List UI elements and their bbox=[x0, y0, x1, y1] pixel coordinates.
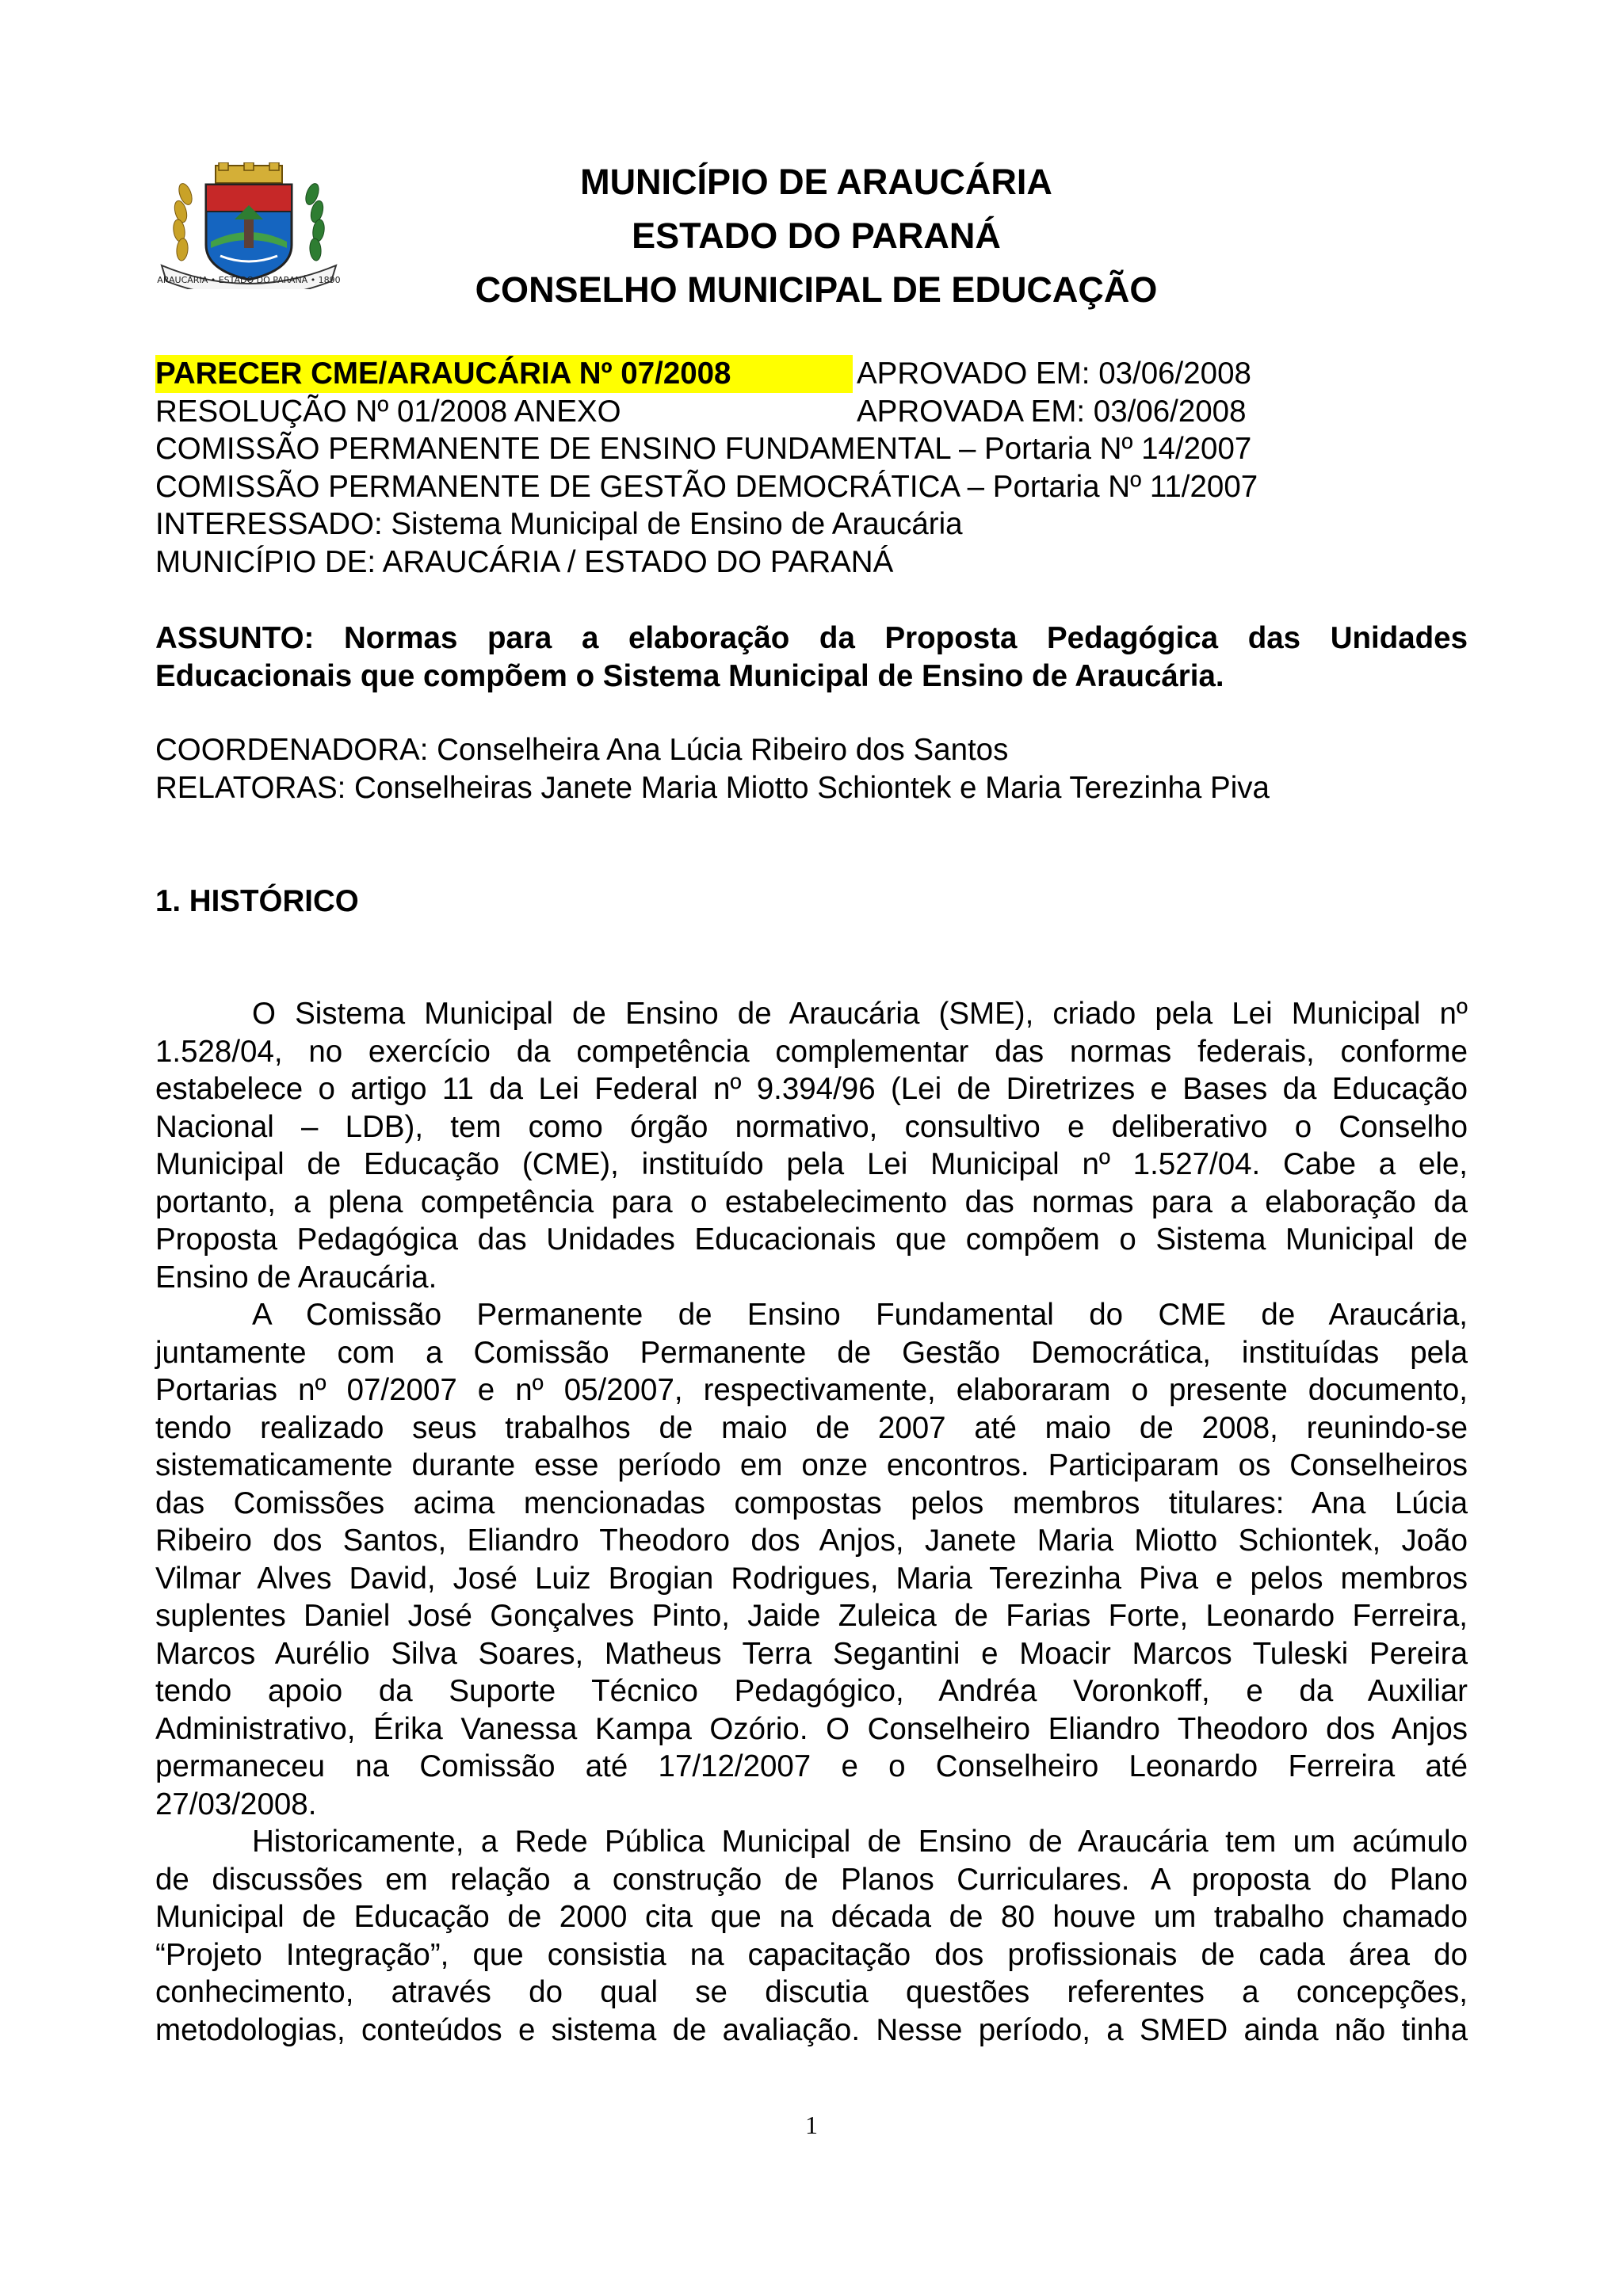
resolucao-number: RESOLUÇÃO Nº 01/2008 ANEXO bbox=[155, 394, 621, 429]
subject-block bbox=[155, 620, 1468, 695]
body-line: das Comissões acima mencionadas compostas pelos membros titulares: Ana Lúcia bbox=[155, 1486, 1468, 1520]
body-line: 1.528/04, no exercício da competência complementar das normas federais, conforme bbox=[155, 1034, 1468, 1069]
aprovada-date: APROVADA EM: 03/06/2008 bbox=[857, 394, 1247, 429]
body-line: metodologias, conteúdos e sistema de avaliação. Nesse período, a SMED ainda não tinha bbox=[155, 2012, 1468, 2047]
body-line: Ribeiro dos Santos, Eliandro Theodoro dos Anjos, Janete Maria Miotto Schiontek, João bbox=[155, 1524, 1468, 1558]
aprovado-date: APROVADO EM: 03/06/2008 bbox=[857, 357, 1251, 391]
resolucao-row bbox=[155, 393, 1471, 431]
body-line: suplentes Daniel José Gonçalves Pinto, Jaide Zuleica de Farias Forte, Leonardo Ferreira, bbox=[155, 1599, 1468, 1633]
body-line: 27/03/2008. bbox=[155, 1787, 317, 1821]
svg-text:ARAUCÁRIA • ESTADO DO PARANÁ •: ARAUCÁRIA • ESTADO DO PARANÁ • 1890 bbox=[157, 275, 341, 285]
body-line: “Projeto Integração”, que consistia na capacitação dos profissionais de cada área do bbox=[155, 1937, 1468, 1972]
subject-line-1: ASSUNTO: Normas para a elaboração da Proposta Pedagógica das Unidades bbox=[155, 621, 1468, 655]
comissao-ensino-fundamental: COMISSÃO PERMANENTE DE ENSINO FUNDAMENTAL – Portaria Nº 14/2007 bbox=[155, 432, 1252, 466]
body-line: juntamente com a Comissão Permanente de Gestão Democrática, instituídas pela bbox=[155, 1335, 1468, 1370]
body-line: Municipal de Educação (CME), instituído pela Lei Municipal nº 1.527/04. Cabe a ele, bbox=[155, 1147, 1468, 1181]
body-line: Administrativo, Érika Vanessa Kampa Ozório. O Conselheiro Eliandro Theodoro dos Anjos bbox=[155, 1711, 1468, 1746]
document-metadata bbox=[155, 355, 1471, 581]
body-line: Historicamente, a Rede Pública Municipal de Ensino de Araucária tem um acúmulo bbox=[252, 1825, 1468, 1859]
document-header bbox=[372, 155, 1260, 317]
parecer-row bbox=[155, 355, 1471, 393]
state-title: ESTADO DO PARANÁ bbox=[632, 215, 1001, 256]
body-line: Ensino de Araucária. bbox=[155, 1260, 437, 1295]
subject-line-2: Educacionais que compõem o Sistema Municipal de Ensino de Araucária. bbox=[155, 658, 1224, 693]
municipality-title: MUNICÍPIO DE ARAUCÁRIA bbox=[580, 162, 1052, 202]
body-line: sistematicamente durante esse período em onze encontros. Participaram os Conselheiros bbox=[155, 1448, 1468, 1482]
historico-body bbox=[155, 995, 1468, 2049]
body-line: permaneceu na Comissão até 17/12/2007 e o Conselheiro Leonardo Ferreira até bbox=[155, 1749, 1468, 1783]
body-line: Municipal de Educação de 2000 cita que na década de 80 houve um trabalho chamado bbox=[155, 1900, 1468, 1934]
body-line: estabelece o artigo 11 da Lei Federal nº 9.394/96 (Lei de Diretrizes e Bases da Educação bbox=[155, 1072, 1468, 1106]
body-line: de discussões em relação a construção de Planos Curriculares. A proposta do Plano bbox=[155, 1862, 1468, 1897]
body-line: portanto, a plena competência para o estabelecimento das normas para a elaboração da bbox=[155, 1184, 1468, 1219]
page-number: 1 bbox=[805, 2111, 818, 2139]
body-line: tendo apoio da Suporte Técnico Pedagógico, Andréa Voronkoff, e da Auxiliar bbox=[155, 1674, 1468, 1708]
comissao-gestao-democratica: COMISSÃO PERMANENTE DE GESTÃO DEMOCRÁTICA – Portaria Nº 11/2007 bbox=[155, 469, 1258, 504]
responsibles bbox=[155, 731, 1471, 807]
municipio: MUNICÍPIO DE: ARAUCÁRIA / ESTADO DO PARANÁ bbox=[155, 544, 894, 579]
council-title: CONSELHO MUNICIPAL DE EDUCAÇÃO bbox=[475, 269, 1158, 310]
coat-of-arms-icon bbox=[155, 162, 342, 289]
body-line: Portarias nº 07/2007 e nº 05/2007, respectivamente, elaboraram o presente documento, bbox=[155, 1373, 1468, 1407]
body-line: tendo realizado seus trabalhos de maio de 2007 até maio de 2008, reunindo-se bbox=[155, 1410, 1468, 1445]
body-line: Proposta Pedagógica das Unidades Educacionais que compõem o Sistema Municipal de bbox=[155, 1222, 1468, 1257]
relatoras: RELATORAS: Conselheiras Janete Maria Miotto Schiontek e Maria Terezinha Piva bbox=[155, 770, 1270, 805]
body-line: A Comissão Permanente de Ensino Fundamental do CME de Araucária, bbox=[252, 1298, 1468, 1332]
parecer-number: PARECER CME/ARAUCÁRIA Nº 07/2008 bbox=[155, 355, 853, 393]
body-line: O Sistema Municipal de Ensino de Araucária (SME), criado pela Lei Municipal nº bbox=[252, 997, 1468, 1031]
section-title: 1. HISTÓRICO bbox=[155, 884, 359, 918]
coordenadora: COORDENADORA: Conselheira Ana Lúcia Ribeiro dos Santos bbox=[155, 733, 1009, 767]
body-line: Marcos Aurélio Silva Soares, Matheus Terra Segantini e Moacir Marcos Tuleski Pereira bbox=[155, 1636, 1468, 1671]
interessado: INTERESSADO: Sistema Municipal de Ensino de Araucária bbox=[155, 507, 963, 541]
body-line: Vilmar Alves David, José Luiz Brogian Rodrigues, Maria Terezinha Piva e pelos membros bbox=[155, 1561, 1468, 1596]
body-line: conhecimento, através do qual se discutia questões referentes a concepções, bbox=[155, 1975, 1468, 2009]
body-line: Nacional – LDB), tem como órgão normativo, consultivo e deliberativo o Conselho bbox=[155, 1109, 1468, 1144]
